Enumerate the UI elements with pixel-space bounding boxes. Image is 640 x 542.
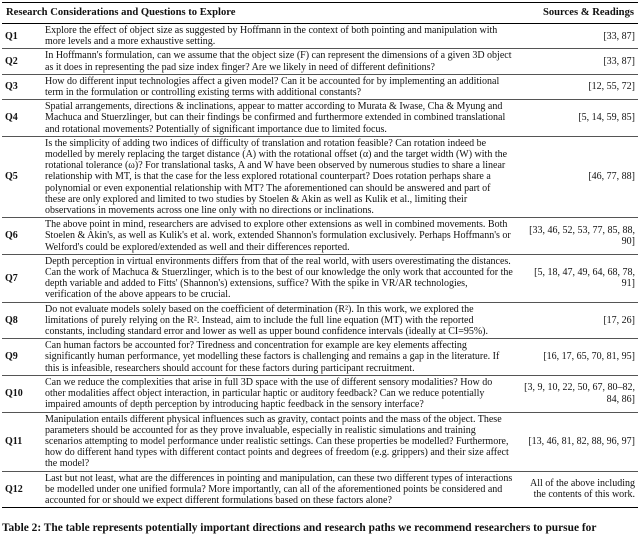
row-id: Q12 (2, 471, 42, 508)
row-sources: [13, 46, 81, 82, 88, 96, 97] (516, 412, 638, 471)
table-row (2, 254, 638, 302)
row-sources: [5, 14, 59, 85] (516, 100, 638, 137)
table-row (2, 302, 638, 339)
row-sources: All of the above including the contents of this work. (516, 471, 638, 508)
table-row (2, 24, 638, 49)
row-sources: [33, 87] (516, 24, 638, 49)
row-question: How do different input technologies affect a given model? Can it be accounted for by implementing an additional term in the formulation or controlling existing terms with additional constants? (42, 74, 516, 99)
row-question: Last but not least, what are the differences in pointing and manipulation, can these two different types of interactions be modelled under one unified formula? More importantly, can all of the aforementioned points be considered and accounted for or should we expect different formulations based on these factors alone? (42, 471, 516, 508)
row-id: Q10 (2, 375, 42, 412)
row-sources: [33, 46, 52, 53, 77, 85, 88, 90] (516, 218, 638, 255)
row-id: Q11 (2, 412, 42, 471)
row-sources: [17, 26] (516, 302, 638, 339)
row-question: Can human factors be accounted for? Tiredness and concentration for example are key elements affecting significantly human performance, yet modelling these factors is challenging and remains a gap in the literature. If this is infeasible, researchers should account for these factors during participant recruitment. (42, 339, 516, 376)
table-row (2, 218, 638, 255)
row-id: Q6 (2, 218, 42, 255)
row-sources: [5, 18, 47, 49, 64, 68, 78, 91] (516, 254, 638, 302)
row-sources: [3, 9, 10, 22, 50, 67, 80–82, 84, 86] (516, 375, 638, 412)
row-id: Q8 (2, 302, 42, 339)
header-sources: Sources & Readings (516, 3, 638, 24)
row-id: Q9 (2, 339, 42, 376)
row-question: Is the simplicity of adding two indices of difficulty of translation and rotation feasible? Can rotation indeed be modelled by merely replacing the target distance (A) with the rotational offset (α) and the target width (W) with the rotational tolerance (ω)? For translational tasks, A and W have been observed by numerous studies to share a linear relationship with MT, is that the case for the less explored rotational counterpart? Does rotation perhaps share a polynomial or even exponential relationship with MT? The aforementioned can should be answered and part of these are only explored and limited to two studies by Stoelen & Akin as well as Kulik et al., limiting their observations in movements across one line only with no directions or inclinations. (42, 136, 516, 217)
research-table (2, 2, 638, 508)
row-id: Q3 (2, 74, 42, 99)
row-question: Spatial arrangements, directions & inclinations, appear to matter according to Murata & Iwase, Cha & Myung and Machuca and Stuerzlinger, but can their findings be confirmed and furthermore extended in combined translational and rotational movements? Potentially of significant importance due to limited focus. (42, 100, 516, 137)
table-row (2, 49, 638, 74)
row-sources: [46, 77, 88] (516, 136, 638, 217)
header-topic: Research Considerations and Questions to Explore (2, 3, 516, 24)
row-question: Explore the effect of object size as suggested by Hoffmann in the context of both pointing and manipulation with more levels and a more exhaustive setting. (42, 24, 516, 49)
table-row (2, 74, 638, 99)
table-row (2, 412, 638, 471)
row-question: Depth perception in virtual environments differs from that of the real world, with users overestimating the distances. Can the work of Machuca & Stuerzlinger, which is to the best of our knowledge the only work that accounted for the depth variable and added to Fitts' (Shannon's) extensions, suffice? With the spike in VR/AR technologies, verification of the above appears to be crucial. (42, 254, 516, 302)
row-sources: [16, 17, 65, 70, 81, 95] (516, 339, 638, 376)
row-question: Can we reduce the complexities that arise in full 3D space with the use of different sensory modalities? How do other modalities affect object interaction, in particular haptic or auditory feedback? Can we reduce potentially impaired amounts of depth perception by introducing haptic feedback in the sensory interface? (42, 375, 516, 412)
table-row (2, 375, 638, 412)
table-row (2, 471, 638, 508)
table-row (2, 100, 638, 137)
table-header-row (2, 3, 638, 24)
row-question: Manipulation entails different physical influences such as gravity, contact points and the mass of the object. These parameters should be accounted for as they prove invaluable, especially in realistic simulations and training scenarios attempting to model performance under realistic settings. Can these properties be modelled? Furthermore, how do different hand types with different contact points and degrees of freedom (e.g. grippers) and their size affect the model? (42, 412, 516, 471)
row-question: Do not evaluate models solely based on the coefficient of determination (R²). In this work, we explored the limitations of purely relying on the R². Instead, aim to include the full line equation (MT) with the reported constants, including standard error and lower as well as upper bound confidence intervals (ideally at CI=95%). (42, 302, 516, 339)
row-id: Q1 (2, 24, 42, 49)
row-id: Q4 (2, 100, 42, 137)
table-row (2, 136, 638, 217)
row-id: Q7 (2, 254, 42, 302)
table-row (2, 339, 638, 376)
row-sources: [12, 55, 72] (516, 74, 638, 99)
row-sources: [33, 87] (516, 49, 638, 74)
row-id: Q2 (2, 49, 42, 74)
table-body (2, 24, 638, 508)
row-question: The above point in mind, researchers are advised to explore other extensions as well in combined movements. Both Stoelen & Akin's, as well as Kulik's et al. work, extended Shannon's formulation exclusively. Perhaps Hoffmann's or Welford's could be explored/extended as well and their differences reported. (42, 218, 516, 255)
row-question: In Hoffmann's formulation, can we assume that the object size (F) can represent the dimensions of a given 3D object as it does in representing the pad size index finger? Are we likely in need of different definitions? (42, 49, 516, 74)
table-caption: Table 2: The table represents potentially important directions and research paths we recommend researchers to pursue for (2, 522, 597, 534)
row-id: Q5 (2, 136, 42, 217)
